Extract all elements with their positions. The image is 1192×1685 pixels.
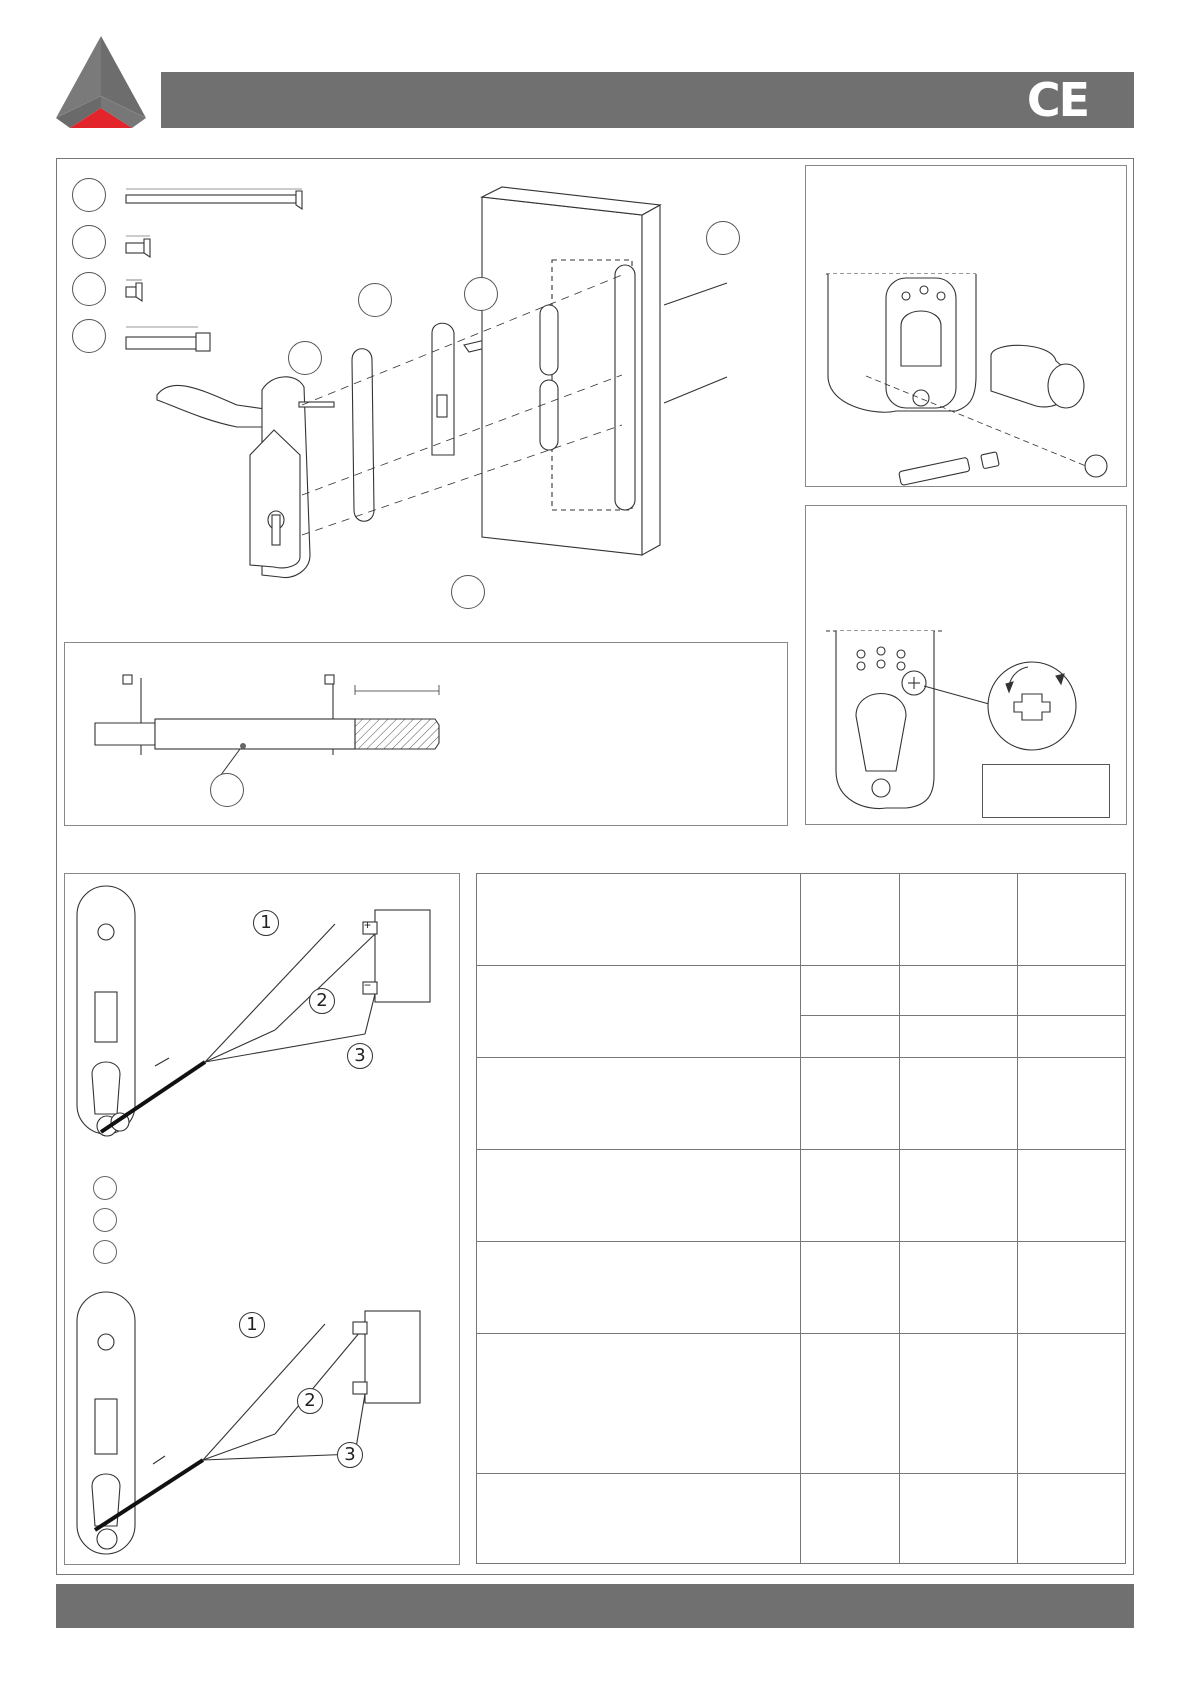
table-cell [801, 1016, 900, 1058]
table-cell [900, 1150, 1018, 1242]
table-cell [1018, 1334, 1126, 1474]
legend-callout-1 [93, 1176, 117, 1200]
header-cell [477, 874, 801, 966]
spec-table [476, 873, 1126, 1564]
table-cell [900, 1334, 1018, 1474]
table-cell [900, 1474, 1018, 1564]
part-callout-2 [72, 225, 106, 259]
assembly-callout-screws-top [358, 283, 392, 317]
footer-bar [56, 1584, 1134, 1628]
wire-number-3-top: 3 [347, 1043, 373, 1069]
table-cell [900, 966, 1018, 1016]
table-cell [477, 1474, 801, 1564]
table-cell [1018, 966, 1126, 1016]
assembly-callout-spindle [464, 277, 498, 311]
table-cell [801, 966, 900, 1016]
table-cell [801, 1058, 900, 1150]
screw-note-box [982, 764, 1110, 818]
header-cell [1018, 874, 1126, 966]
assembly-callout-bolt [288, 341, 322, 375]
cylinder-install-panel [805, 165, 1127, 487]
header-cell [801, 874, 900, 966]
triangle-logo-icon [56, 36, 146, 128]
table-cell [900, 1016, 1018, 1058]
table-cell [1018, 1474, 1126, 1564]
table-cell [477, 1242, 801, 1334]
wire-number-2-bottom: 2 [297, 1388, 323, 1414]
table-cell [900, 1058, 1018, 1150]
table-cell [1018, 1058, 1126, 1150]
table-cell [477, 1058, 801, 1150]
assembly-callout-screws-bottom [451, 575, 485, 609]
screw-detail-panel [805, 505, 1127, 825]
part-callout-1 [72, 178, 106, 212]
part-callout-3 [72, 272, 106, 306]
terminal-plus-label: + [364, 918, 372, 932]
ce-mark: CE [1026, 73, 1088, 127]
header-cell [900, 874, 1018, 966]
table-cell [1018, 1242, 1126, 1334]
table-cell [477, 966, 801, 1058]
table-cell [801, 1150, 900, 1242]
spindle-detail-panel [64, 642, 788, 826]
legend-callout-3 [93, 1240, 117, 1264]
wire-number-3-bottom: 3 [337, 1442, 363, 1468]
legend-callout-2 [93, 1208, 117, 1232]
table-cell [477, 1150, 801, 1242]
table-cell [801, 1242, 900, 1334]
wire-number-2-top: 2 [309, 988, 335, 1014]
exploded-view [62, 165, 802, 625]
spindle-callout [210, 773, 244, 807]
table-cell [801, 1474, 900, 1564]
wiring-diagram-panel [64, 873, 460, 1565]
assembly-callout-through-bolts [706, 221, 740, 255]
table-cell [1018, 1150, 1126, 1242]
header-bar [161, 72, 1134, 128]
table-cell [1018, 1016, 1126, 1058]
terminal-minus-label: − [364, 978, 372, 992]
table-cell [477, 1334, 801, 1474]
wire-number-1-bottom: 1 [239, 1312, 265, 1338]
wire-number-1-top: 1 [253, 910, 279, 936]
table-cell [900, 1242, 1018, 1334]
table-cell [801, 1334, 900, 1474]
part-callout-4 [72, 319, 106, 353]
